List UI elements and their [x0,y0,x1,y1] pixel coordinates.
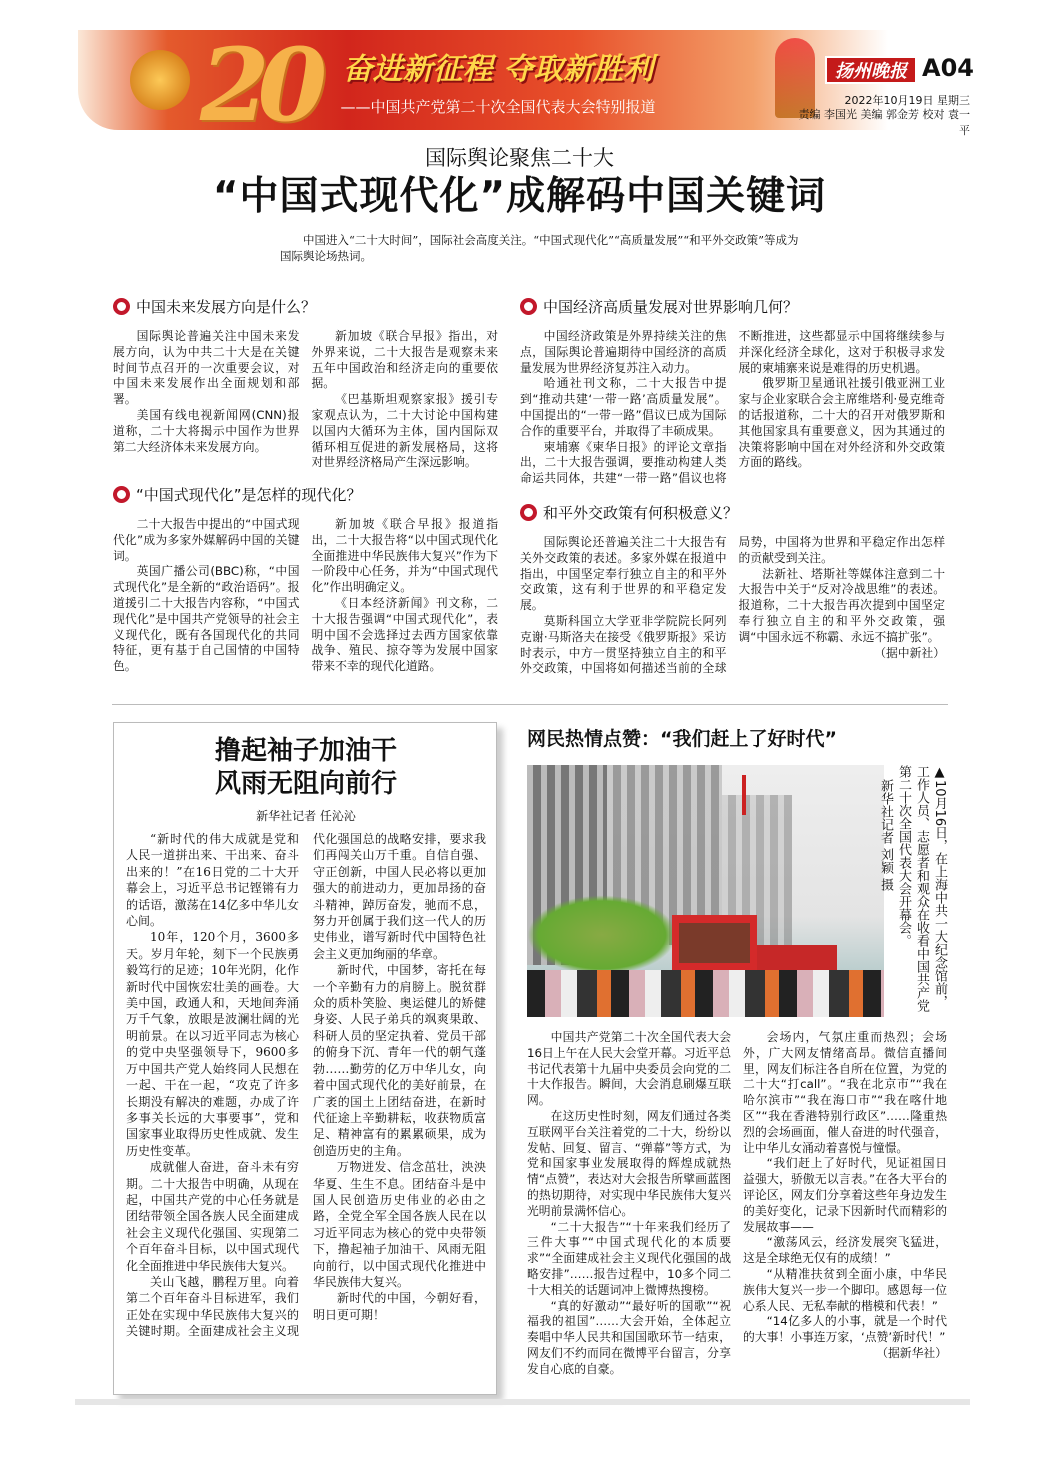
banner-special-report: ——中国共产党第二十次全国代表大会特别报道 [340,98,656,116]
section-future-direction [113,296,498,471]
commentary-byline: 新华社记者 任沁沁 [256,809,356,823]
section-chinese-modernization [113,484,498,675]
page-number: A04 [922,54,974,82]
paragraph: 新时代的中国，今朝好看，明日更可期！ [313,1291,486,1322]
editor-credits: 责编 李国光 美编 郭金芳 校对 袁一平 [798,108,970,137]
ring-bullet-icon [113,298,130,315]
paragraph: 新加坡《联合早报》指出，对外界来说，二十大报告是观察未来五年中国政治和经济走向的重要依据。 [311,329,498,391]
ring-bullet-icon [113,486,130,503]
photo-credit: 新华社记者 刘颖 摄 [878,779,893,892]
paragraph: “我们赶上了好时代，见证祖国日益强大，骄傲无以言表。”在各大平台的评论区，网友们分享着这些年身边发生的美好变化，记录下因新时代而精彩的发展故事—— [743,1156,947,1234]
commentary-title-line1: 撸起袖子加油干 [214,736,397,766]
section-heading: 和平外交政策有何积极意义？ [543,504,739,522]
article-source: （据新华社） [876,1345,947,1360]
issue-date: 2022年10月19日 星期三 [844,94,970,107]
paragraph: 《巴基斯坦观察家报》援引专家观点认为，二十大讨论中国构建以国内大循环为主体，国内国际双循环相互促进的新发展格局，这将对世界经济格局产生深远影响。 [311,392,498,470]
paragraph: “14亿多人的小事，就是一个时代的大事！小事连万家，‘点赞’新时代！” [743,1314,947,1345]
ring-bullet-icon [520,504,537,521]
page-bottom-rule [75,1399,970,1405]
section-heading: 中国未来发展方向是什么？ [136,298,317,316]
photo-caption [878,765,948,1020]
paragraph: 成就催人奋进，奋斗未有穷期。二十大报告中明确，从现在起，中国共产党的中心任务就是团结带领全国各族人民全面建成社会主义现代化强国、实现第二个百年奋斗目标，以中国式现代化全面推进中华民族伟大复兴。 [126,1160,299,1273]
paragraph: “从精准扶贫到全面小康，中华民族伟大复兴一步一个脚印。感恩每一位心系人民、无私奉献的楷模和代表！” [743,1266,947,1313]
article-headline: “中国式现代化”成解码中国关键词 [212,174,827,219]
section-heading: 中国经济高质量发展对世界影响几何？ [543,298,799,316]
news-photo [527,765,884,1017]
commentary-body [126,831,486,1387]
paragraph: “新时代的伟大成就是党和人民一道拼出来、干出来、奋斗出来的！”在16日党的二十大开幕会上，习近平总书记铿锵有力的话语，激荡在14亿多中华儿女心间。 [126,832,299,929]
article-lead: 中国进入“二十大时间”，国际社会高度关注。“中国式现代化”“高质量发展”“和平外交政策”等成为国际舆论场热词。 [280,233,799,263]
section-economic-impact [520,296,945,487]
caption-text: ▲10月16日，在上海中共一大纪念馆前，工作人员、志愿者和观众在收看中国共产党第二十次全国代表大会开幕会。 [896,765,947,1012]
paragraph: “真的好激动”“最好听的国歌”“祝福我的祖国”……大会开始，全体起立奏唱中华人民共和国国歌环节一结束，网友们不约而同在微博平台留言，分享发自心底的自豪。 [527,1298,731,1376]
paragraph: 国际舆论还普遍关注二十大报告有关外交政策的表述。多家外媒在报道中指出，中国坚定奉行独立自主的和平外交政策，这有利于世界的和平稳定发展。 [520,535,727,613]
paragraph: 美国有线电视新闻网(CNN)报道称，二十大将揭示中国作为世界第二大经济体未来发展方向。 [113,407,300,454]
ring-bullet-icon [520,298,537,315]
newspaper-logo: 扬州晚报 [825,56,917,84]
paragraph: 新加坡《联合早报》报道指出，二十大报告将“以中国式现代化全面推进中华民族伟大复兴”作为下一阶段中心任务，并为“中国式现代化”作出明确定义。 [311,517,498,595]
paragraph: 二十大报告中提出的“中国式现代化”成为多家外媒解码中国的关键词。 [113,517,300,563]
commentary-title [114,735,498,801]
banner-slogan: 奋进新征程 夺取新胜利 [342,52,654,87]
paragraph: 中国共产党第二十次全国代表大会16日上午在人民大会堂开幕。习近平总书记代表第十九届中央委员会向党的二十大作报告。瞬间，大会消息刷爆互联网。 [527,1030,731,1108]
paragraph: 俄罗斯卫星通讯社援引俄亚洲工业家与企业家联合会主席维塔利·曼克维奇的话报道称，二十大的召开对俄罗斯和其他国家具有重要意义，因为其通过的决策将影响中国在对外经济和外交政策方面的路线。 [738,376,945,470]
netizen-article-body [527,1030,947,1390]
paragraph: 莫斯科国立大学亚非学院院长阿列克谢·马斯洛夫在接受《俄罗斯报》采访时表示，中方一贯坚持独立自主的和平外交政策，中国将如何描述当前的全球局势，中国将为世界和平稳定作出怎样的贡献受到关注。 [520,535,945,676]
section-heading: “中国式现代化”是怎样的现代化？ [136,486,362,504]
paragraph: 哈通社刊文称，二十大报告中提到“推动共建‘一带一路’高质量发展”。中国提出的“一带一路”倡议已成为国际合作的重要平台，并取得了丰硕成果。 [520,376,727,438]
paragraph: 法新社、塔斯社等媒体注意到二十大报告中关于“反对冷战思维”的表述。报道称，二十大报告再次提到中国坚定奉行独立自主的和平外交政策，强调“中国永远不称霸、永远不搞扩张”。 [738,566,945,644]
congress-number: 20 [200,26,316,144]
article-source: （据中新社） [874,645,945,660]
paragraph: 10年，120个月，3600多天。岁月年轮，刻下一个民族勇毅笃行的足迹；10年光阴，化作新时代中国恢宏壮美的画卷。大美中国，政通人和，天地间奔涌万千气象，放眼是波澜壮阔的光明前景。在以习近平同志为核心的党中央坚强领导下，9600多万中国共产党人始终同人民想在一起、干在一起，“攻克了许多长期没有解决的难题，办成了许多事关长远的大事要事”，党和国家事业取得历史性成就、发生历史性变革。 [126,930,299,1158]
commentary-box [113,722,497,1395]
paragraph: 英国广播公司(BBC)称，“中国式现代化”是全新的“政治语码”。报道援引二十大报告内容称，“中国式现代化”是中国共产党领导的社会主义现代化，既有各国现代化的共同特征，更有基于自己国情的中国特色。 [113,564,300,674]
paragraph: 会场内，气氛庄重而热烈；会场外，广大网友情绪高昂。微信直播间里，网友们标注各自所在位置，为党的二十大“打call”。“我在北京市”“我在哈尔滨市”“我在海口市”“我在喀什地区”“我在香港特别行政区”……隆重热烈的会场画面，催人奋进的时代强音，让中华儿女涌动着喜悦与憧憬。 [743,1030,947,1155]
divider [112,704,948,705]
paragraph: 万物迸发、信念茁壮，泱泱华夏、生生不息。团结奋斗是中国人民创造历史伟业的必由之路，全党全军全国各族人民在以习近平同志为核心的党中央带领下，撸起袖子加油干、风雨无阻向前行，以中国式现代化推进中华民族伟大复兴。 [313,1160,486,1289]
paragraph: “激荡风云，经济发展突飞猛进，这是全球绝无仅有的成绩！” [743,1235,947,1266]
paragraph: “二十大报告”“十年来我们经历了三件大事”“中国式现代化的本质要求”“全面建成社会主义现代化强国的战略安排”……报告过程中，10多个同二十大相关的话题词冲上微博热搜榜。 [527,1219,731,1297]
netizen-headline: 网民热情点赞：“我们赶上了好时代” [527,728,837,750]
paragraph: 在这历史性时刻，网友们通过各类互联网平台关注着党的二十大，纷纷以发帖、回复、留言、“弹幕”等方式，为党和国家事业发展取得的辉煌成就热情“点赞”，表达对大会报告所擘画蓝图的热切期待，对实现中华民族伟大复兴光明前景满怀信心。 [527,1108,731,1218]
article-kicker: 国际舆论聚焦二十大 [425,146,614,170]
section-peaceful-diplomacy [520,502,945,677]
paragraph: 新时代，中国梦，寄托在每一个辛勤有力的肩膀上。脱贫群众的质朴笑脸、奥运健儿的矫健身姿、人民子弟兵的飒爽果敢、科研人员的坚定执着、党员干部的俯身下沉、青年一代的朝气蓬勃……勤劳的亿万中华儿女，向着中国式现代化的美好前景，在广袤的国土上团结奋进，在新时代征途上辛勤耕耘，收获物质富足、精神富有的累累硕果，成为创造历史的主角。 [313,963,486,1158]
commentary-title-line2: 风雨无阻向前行 [214,769,397,799]
paragraph: 关山飞越，鹏程万里。向着第二个百年奋斗目标进军，我们正处在实现中华民族伟大复兴的关键时期。全面建成社会主义现代化强国总的战略安排，要求我们再闯关山万千重。自信自强、守正创新，中国人民必将以更加强大的前进动力，更加昂扬的奋斗精神，踔厉奋发，驰而不息，努力开创属于我们这一代人的历史伟业，谱写新时代中国特色社会主义更加绚丽的华章。 [126,832,486,1339]
party-emblem-icon [130,50,190,110]
paragraph: 国际舆论普遍关注中国未来发展方向，认为中共二十大是在关键时间节点召开的一次重要会议，对中国未来发展作出全面规划和部署。 [113,329,300,407]
paragraph: 中国经济政策是外界持续关注的焦点，国际舆论普遍期待中国经济的高质量发展为世界经济复苏注入动力。 [520,329,727,375]
paragraph: 柬埔寨《柬华日报》的评论文章指出，二十大报告强调，要推动构建人类命运共同体，共建“一带一路”倡议也将不断推进，这些都显示中国将继续参与并深化经济全球化，这对于积极寻求发展的柬埔寨来说是难得的历史机遇。 [520,329,945,486]
paragraph: 《日本经济新闻》刊文称，二十大报告强调“中国式现代化”，表明中国不会选择过去西方国家依靠战争、殖民、掠夺等为发展中国家带来不幸的现代化道路。 [311,595,498,674]
